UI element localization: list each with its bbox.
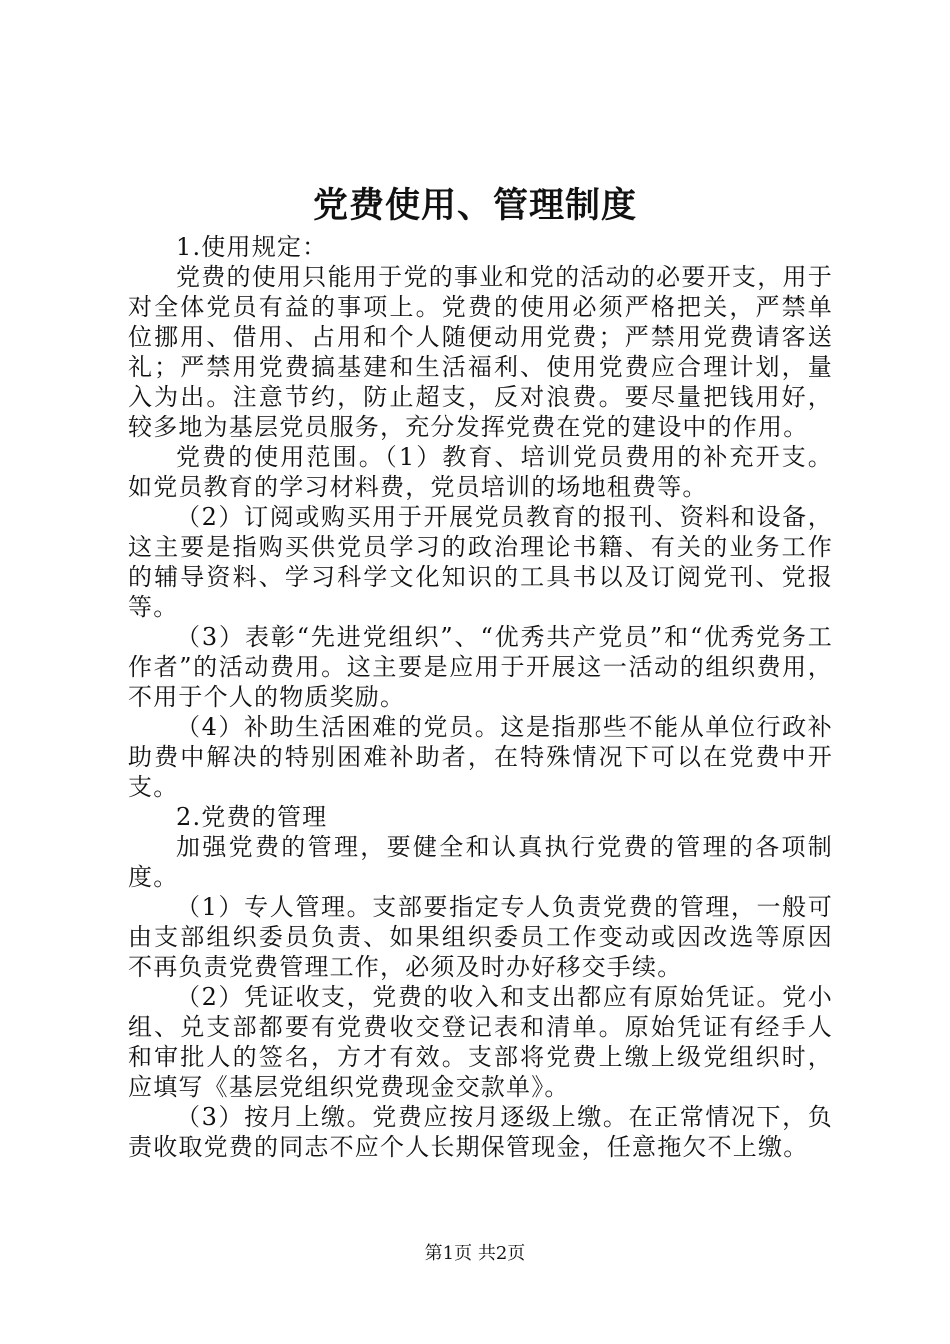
paragraph-management-item-1: （1）专人管理。支部要指定专人负责党费的管理，一般可由支部组织委员负责、如果组织委员工作变动或因改选等原因不再负责党费管理工作，必须及时办好移交手续。 [128, 893, 833, 981]
paragraph-usage-item-2: （2）订阅或购买用于开展党员教育的报刊、资料和设备，这主要是指购买供党员学习的政治理论书籍、有关的业务工作的辅导资料、学习科学文化知识的工具书以及订阅党刊、党报等。 [128, 503, 833, 621]
page-footer: 第1页 共2页 [424, 1243, 526, 1264]
paragraph-usage-item-4: （4）补助生活困难的党员。这是指那些不能从单位行政补助费中解决的特别困难补助者，在特殊情况下可以在党费中开支。 [128, 713, 833, 801]
paragraph-usage-item-3: （3）表彰“先进党组织”、“优秀共产党员”和“优秀党务工作者”的活动费用。这主要是应用于开展这一活动的组织费用，不用于个人的物质奖励。 [128, 623, 833, 711]
paragraph-management-item-2: （2）凭证收支，党费的收入和支出都应有原始凭证。党小组、兑支部都要有党费收交登记表和清单。原始凭证有经手人和审批人的签名，方才有效。支部将党费上缴上级党组织时，应填写《基层党组织党费现金交款单》。 [128, 983, 833, 1101]
paragraph-management-item-3: （3）按月上缴。党费应按月逐级上缴。在正常情况下，负责收取党费的同志不应个人长期保管现金，任意拖欠不上缴。 [128, 1103, 833, 1161]
section-heading-usage: 1.使用规定： [176, 233, 328, 261]
paragraph-management-intro: 加强党费的管理，要健全和认真执行党费的管理的各项制度。 [128, 833, 833, 891]
paragraph-usage-principle: 党费的使用只能用于党的事业和党的活动的必要开支，用于对全体党员有益的事项上。党费的使用必须严格把关，严禁单位挪用、借用、占用和个人随便动用党费；严禁用党费请客送礼；严禁用党费搞基建和生活福利、使用党费应合理计划，量入为出。注意节约，防止超支，反对浪费。要尽量把钱用好，较多地为基层党员服务，充分发挥党费在党的建设中的作用。 [128, 263, 833, 441]
document-body [128, 232, 833, 1162]
paragraph-usage-scope: 党费的使用范围。（1）教育、培训党员费用的补充开支。如党员教育的学习材料费，党员培训的场地租费等。 [128, 443, 833, 501]
section-heading-management: 2.党费的管理 [176, 803, 328, 831]
page-title: 党费使用、管理制度 [312, 185, 637, 226]
